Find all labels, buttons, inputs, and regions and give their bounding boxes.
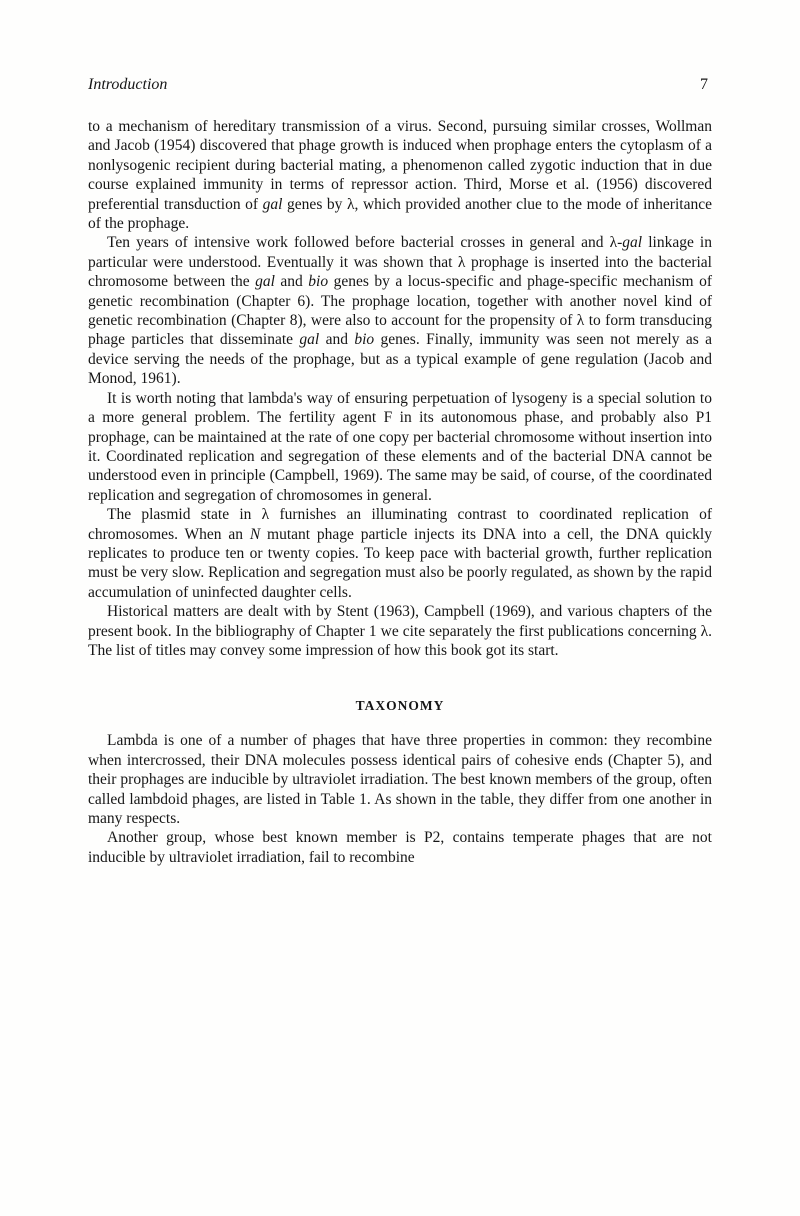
paragraph-5 — [88, 602, 712, 660]
paragraph-2 — [88, 233, 712, 388]
text-run: Another group, whose best known member is P2, contains temperate phages that are not inducible by ultraviolet irradiation, fail to recombine — [88, 829, 712, 866]
paragraph-3 — [88, 389, 712, 505]
text-run: and — [319, 331, 355, 349]
text-run: linkage in particular were understood. Eventually it was shown that λ prophage is inserted into the bacterial chromosome between the — [88, 234, 712, 291]
taxonomy-paragraph-2 — [88, 828, 712, 867]
text-run: genes. Finally, immunity was seen not merely as a device serving the needs of the prophage, but as a typical example of gene regulation (Jacob and Monod, 1961). — [88, 331, 713, 388]
italic-term: N — [249, 525, 261, 543]
italic-term: bio — [354, 331, 375, 349]
text-run: mutant phage particle injects its DNA into a cell, the DNA quickly replicates to produce ten or twenty copies. To keep pace with bacterial growth, further replication must be very slow. Replication and segregation must also be poorly regulated, as shown by the rapid accumulation of uninfected daughter cells. — [88, 525, 712, 601]
text-run: Ten years of intensive work followed before bacterial crosses in general and λ- — [107, 234, 623, 252]
text-run: It is worth noting that lambda's way of ensuring perpetuation of lysogeny is a special solution to a more general problem. The fertility agent F in its autonomous phase, and probably also P1 prophage, can be maintained at the rate of one copy per bacterial chromosome without insertion into it. Coordinated replication and segregation of these elements and of the bacterial DNA cannot be understood even in principle (Campbell, 1969). The same may be said, of course, of the coordinated replication and segregation of chromosomes in general. — [88, 389, 712, 504]
text-run: The plasmid state in λ furnishes an illuminating contrast to coordinated replication of chromosomes. When an — [88, 506, 712, 543]
text-run: genes by λ, which provided another clue to the mode of inheritance of the prophage. — [88, 195, 712, 233]
taxonomy-paragraph-1 — [88, 731, 712, 828]
paragraph-1 — [88, 117, 712, 233]
chapter-title: Introduction — [88, 76, 168, 93]
text-run: genes by a locus-specific and phage-specific mechanism of genetic recombination (Chapter 6). The prophage location, together with another novel kind of genetic recombination (Chapter 8), were also to account for the propensity of λ to form transducing phage particles that disseminate — [88, 273, 712, 349]
running-head — [88, 73, 712, 97]
paragraph-4 — [88, 505, 712, 602]
section-heading-taxonomy: TAXONOMY — [355, 698, 445, 714]
body-text — [88, 117, 712, 867]
text-run: Lambda is one of a number of phages that have three properties in common: they recombine when intercrossed, their DNA molecules possess identical pairs of cohesive ends (Chapter 5), and their prophages are inducible by ultraviolet irradiation. The best known members of the group, often called lambdoid phages, are listed in Table 1. As shown in the table, they differ from one another in many respects. — [88, 732, 712, 827]
italic-term: gal — [622, 234, 643, 252]
italic-term: gal — [299, 331, 320, 349]
text-run: and — [274, 273, 309, 291]
text-run: to a mechanism of hereditary transmission of a virus. Second, pursuing similar crosses, Wollman and Jacob (1954) discovered that phage growth is induced when prophage enters the cytoplasm of a nonlysogenic recipient during bacterial mating, a phenomenon called zygotic induction that in due course explained immunity in terms of repressor action. Third, Morse et al. (1956) discovered preferential transduction of — [88, 118, 712, 213]
italic-term: gal — [262, 195, 283, 213]
page-number: 7 — [700, 76, 708, 93]
text-run: Historical matters are dealt with by Stent (1963), Campbell (1969), and various chapters of the present book. In the bibliography of Chapter 1 we cite separately the first publications concerning λ. The list of titles may convey some impression of how this book got its start. — [88, 603, 712, 659]
italic-term: gal — [255, 273, 275, 291]
italic-term: bio — [308, 273, 329, 291]
